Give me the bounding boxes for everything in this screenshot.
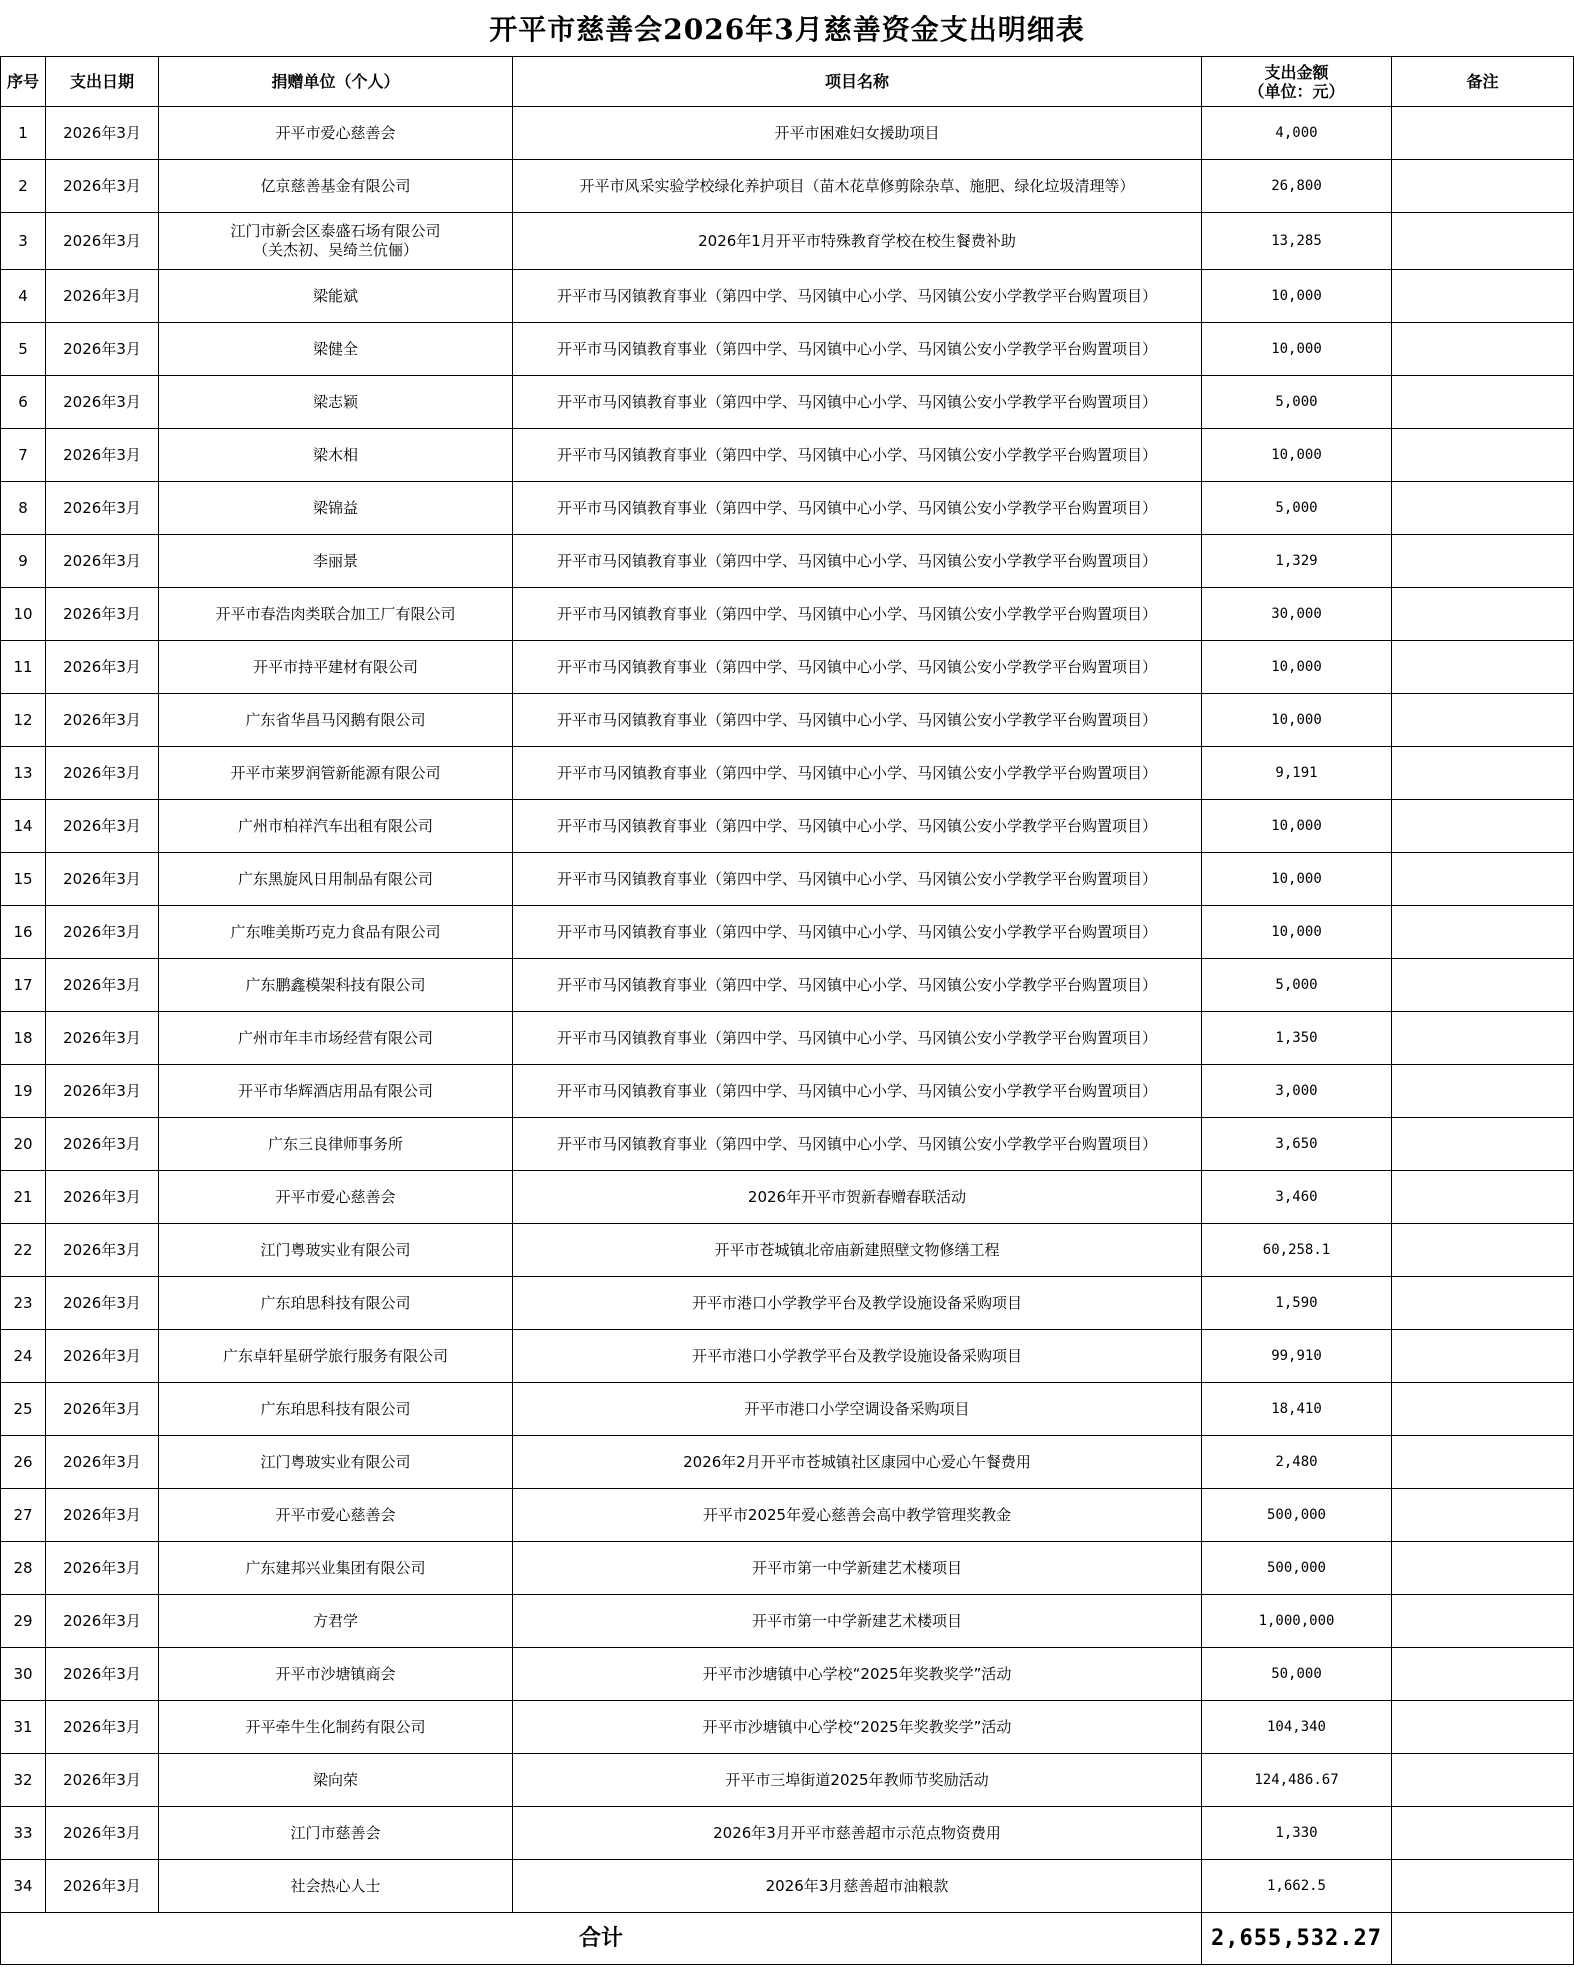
cell-donor (159, 429, 513, 482)
cell-amount: 10,000 (1202, 429, 1392, 482)
cell-project: 开平市苍城镇北帝庙新建照壁文物修缮工程 (513, 1224, 1202, 1277)
cell-amount: 2,480 (1202, 1436, 1392, 1489)
header-amount (1202, 57, 1392, 107)
table-row (1, 588, 1574, 641)
cell-project: 2026年2月开平市苍城镇社区康园中心爱心午餐费用 (513, 1436, 1202, 1489)
cell-date: 2026年3月 (46, 853, 159, 906)
cell-donor (159, 1171, 513, 1224)
donor-name: 广东唯美斯巧克力食品有限公司 (230, 922, 441, 941)
cell-project: 开平市风采实验学校绿化养护项目（苗木花草修剪除杂草、施肥、绿化垃圾清理等） (513, 160, 1202, 213)
cell-donor (159, 1860, 513, 1913)
cell-donor (159, 1436, 513, 1489)
donor-name: 开平市爱心慈善会 (275, 123, 396, 142)
cell-date: 2026年3月 (46, 213, 159, 270)
cell-amount: 3,650 (1202, 1118, 1392, 1171)
cell-project: 2026年1月开平市特殊教育学校在校生餐费补助 (513, 213, 1202, 270)
cell-remark (1392, 959, 1574, 1012)
table-row (1, 1065, 1574, 1118)
table-row (1, 376, 1574, 429)
cell-donor (159, 747, 513, 800)
donor-name: 广东珀思科技有限公司 (260, 1399, 411, 1418)
cell-donor (159, 1648, 513, 1701)
donor-name: 广东鹏鑫模架科技有限公司 (245, 975, 426, 994)
cell-date: 2026年3月 (46, 959, 159, 1012)
table-row (1, 1648, 1574, 1701)
cell-amount: 1,590 (1202, 1277, 1392, 1330)
cell-project: 开平市马冈镇教育事业（第四中学、马冈镇中心小学、马冈镇公安小学教学平台购置项目） (513, 694, 1202, 747)
cell-date: 2026年3月 (46, 1595, 159, 1648)
cell-amount: 60,258.1 (1202, 1224, 1392, 1277)
cell-remark (1392, 323, 1574, 376)
cell-seq: 29 (1, 1595, 46, 1648)
cell-amount: 18,410 (1202, 1383, 1392, 1436)
cell-donor (159, 107, 513, 160)
cell-seq: 3 (1, 213, 46, 270)
cell-remark (1392, 1171, 1574, 1224)
cell-seq: 21 (1, 1171, 46, 1224)
donor-name: 广东建邦兴业集团有限公司 (245, 1558, 426, 1577)
cell-seq: 17 (1, 959, 46, 1012)
cell-remark (1392, 1383, 1574, 1436)
cell-remark (1392, 1542, 1574, 1595)
cell-donor (159, 1754, 513, 1807)
cell-seq: 24 (1, 1330, 46, 1383)
table-row (1, 1542, 1574, 1595)
cell-remark (1392, 1012, 1574, 1065)
cell-seq: 16 (1, 906, 46, 959)
cell-seq: 25 (1, 1383, 46, 1436)
cell-amount: 1,350 (1202, 1012, 1392, 1065)
cell-donor (159, 213, 513, 270)
cell-seq: 7 (1, 429, 46, 482)
table-row (1, 482, 1574, 535)
cell-seq: 12 (1, 694, 46, 747)
donor-name: 开平市春浩肉类联合加工厂有限公司 (215, 604, 456, 623)
cell-donor (159, 1807, 513, 1860)
header-remark: 备注 (1392, 57, 1574, 107)
donor-name: 广东珀思科技有限公司 (260, 1293, 411, 1312)
cell-amount: 10,000 (1202, 270, 1392, 323)
table-row (1, 1860, 1574, 1913)
cell-seq: 28 (1, 1542, 46, 1595)
cell-project: 开平市马冈镇教育事业（第四中学、马冈镇中心小学、马冈镇公安小学教学平台购置项目） (513, 800, 1202, 853)
donor-name: 广东三良律师事务所 (267, 1134, 403, 1153)
cell-amount: 99,910 (1202, 1330, 1392, 1383)
table-row (1, 270, 1574, 323)
cell-amount: 30,000 (1202, 588, 1392, 641)
cell-project: 开平市沙塘镇中心学校“2025年奖教奖学”活动 (513, 1701, 1202, 1754)
cell-remark (1392, 535, 1574, 588)
header-row (1, 57, 1574, 107)
cell-donor (159, 270, 513, 323)
cell-amount: 13,285 (1202, 213, 1392, 270)
cell-project: 开平市马冈镇教育事业（第四中学、马冈镇中心小学、马冈镇公安小学教学平台购置项目） (513, 959, 1202, 1012)
cell-project: 开平市第一中学新建艺术楼项目 (513, 1595, 1202, 1648)
cell-date: 2026年3月 (46, 1383, 159, 1436)
table-row (1, 800, 1574, 853)
donor-name: 开平市莱罗润管新能源有限公司 (230, 763, 441, 782)
cell-seq: 23 (1, 1277, 46, 1330)
cell-donor (159, 1701, 513, 1754)
cell-remark (1392, 747, 1574, 800)
cell-seq: 18 (1, 1012, 46, 1065)
table-row (1, 1012, 1574, 1065)
cell-donor (159, 1118, 513, 1171)
donor-name: 广东卓轩星研学旅行服务有限公司 (222, 1346, 448, 1365)
cell-date: 2026年3月 (46, 160, 159, 213)
cell-project: 开平市马冈镇教育事业（第四中学、马冈镇中心小学、马冈镇公安小学教学平台购置项目） (513, 747, 1202, 800)
table-row (1, 1754, 1574, 1807)
header-date: 支出日期 (46, 57, 159, 107)
cell-donor (159, 535, 513, 588)
donor-name: 李丽景 (312, 551, 358, 570)
donor-name: 江门市新会区泰盛石场有限公司 (230, 222, 441, 240)
table-row (1, 1118, 1574, 1171)
cell-amount: 124,486.67 (1202, 1754, 1392, 1807)
cell-amount: 10,000 (1202, 323, 1392, 376)
cell-project: 开平市港口小学教学平台及教学设施设备采购项目 (513, 1330, 1202, 1383)
cell-remark (1392, 376, 1574, 429)
table-row (1, 535, 1574, 588)
total-label: 合计 (1, 1913, 1202, 1965)
cell-remark (1392, 906, 1574, 959)
cell-date: 2026年3月 (46, 376, 159, 429)
table-row (1, 1436, 1574, 1489)
cell-donor (159, 694, 513, 747)
cell-donor (159, 1542, 513, 1595)
cell-donor (159, 482, 513, 535)
cell-donor (159, 1383, 513, 1436)
cell-project: 开平市三埠街道2025年教师节奖励活动 (513, 1754, 1202, 1807)
table-row (1, 747, 1574, 800)
cell-date: 2026年3月 (46, 1648, 159, 1701)
cell-remark (1392, 1754, 1574, 1807)
cell-date: 2026年3月 (46, 1754, 159, 1807)
sheet-title: 开平市慈善会2026年3月慈善资金支出明细表 (489, 13, 1085, 46)
cell-date: 2026年3月 (46, 1807, 159, 1860)
cell-project: 开平市马冈镇教育事业（第四中学、马冈镇中心小学、马冈镇公安小学教学平台购置项目） (513, 270, 1202, 323)
donor-name: 开平市华辉酒店用品有限公司 (237, 1081, 433, 1100)
cell-project: 开平市2025年爱心慈善会高中教学管理奖教金 (513, 1489, 1202, 1542)
cell-amount: 9,191 (1202, 747, 1392, 800)
donor-name: 梁锦益 (312, 498, 358, 517)
donor-name: 广州市柏祥汽车出租有限公司 (237, 816, 433, 835)
cell-date: 2026年3月 (46, 588, 159, 641)
cell-date: 2026年3月 (46, 1330, 159, 1383)
cell-date: 2026年3月 (46, 694, 159, 747)
cell-seq: 30 (1, 1648, 46, 1701)
cell-date: 2026年3月 (46, 906, 159, 959)
cell-project: 开平市马冈镇教育事业（第四中学、马冈镇中心小学、马冈镇公安小学教学平台购置项目） (513, 323, 1202, 376)
cell-seq: 6 (1, 376, 46, 429)
cell-remark (1392, 1118, 1574, 1171)
cell-donor (159, 376, 513, 429)
cell-date: 2026年3月 (46, 747, 159, 800)
header-donor: 捐赠单位（个人） (159, 57, 513, 107)
donor-name: 梁木相 (312, 445, 358, 464)
cell-seq: 11 (1, 641, 46, 694)
cell-seq: 34 (1, 1860, 46, 1913)
table-row (1, 694, 1574, 747)
cell-remark (1392, 270, 1574, 323)
cell-date: 2026年3月 (46, 1701, 159, 1754)
donor-name: 亿京慈善基金有限公司 (260, 176, 411, 195)
cell-amount: 1,000,000 (1202, 1595, 1392, 1648)
cell-donor (159, 1595, 513, 1648)
table-row (1, 641, 1574, 694)
cell-seq: 26 (1, 1436, 46, 1489)
donor-name: 社会热心人士 (290, 1876, 381, 1895)
cell-donor (159, 1224, 513, 1277)
cell-donor (159, 1489, 513, 1542)
cell-donor (159, 1330, 513, 1383)
table-row (1, 959, 1574, 1012)
cell-date: 2026年3月 (46, 1277, 159, 1330)
cell-remark (1392, 1489, 1574, 1542)
table-row (1, 1383, 1574, 1436)
table-row (1, 429, 1574, 482)
cell-project: 2026年3月开平市慈善超市示范点物资费用 (513, 1807, 1202, 1860)
donor-name: 开平牵牛生化制药有限公司 (245, 1717, 426, 1736)
total-remark (1392, 1913, 1574, 1965)
cell-remark (1392, 1860, 1574, 1913)
cell-donor (159, 800, 513, 853)
cell-project: 开平市马冈镇教育事业（第四中学、马冈镇中心小学、马冈镇公安小学教学平台购置项目） (513, 1118, 1202, 1171)
cell-seq: 31 (1, 1701, 46, 1754)
cell-remark (1392, 1648, 1574, 1701)
cell-donor (159, 1065, 513, 1118)
cell-amount: 1,662.5 (1202, 1860, 1392, 1913)
donor-name: 江门粤玻实业有限公司 (260, 1452, 411, 1471)
total-row (1, 1913, 1574, 1965)
cell-project: 开平市马冈镇教育事业（第四中学、马冈镇中心小学、马冈镇公安小学教学平台购置项目） (513, 1065, 1202, 1118)
cell-remark (1392, 588, 1574, 641)
cell-date: 2026年3月 (46, 107, 159, 160)
donor-name: 江门粤玻实业有限公司 (260, 1240, 411, 1259)
cell-remark (1392, 853, 1574, 906)
cell-project: 开平市马冈镇教育事业（第四中学、马冈镇中心小学、马冈镇公安小学教学平台购置项目） (513, 906, 1202, 959)
cell-seq: 19 (1, 1065, 46, 1118)
cell-amount: 50,000 (1202, 1648, 1392, 1701)
donor-name: 开平市沙塘镇商会 (275, 1664, 396, 1683)
cell-remark (1392, 160, 1574, 213)
cell-donor (159, 323, 513, 376)
table-row (1, 160, 1574, 213)
cell-remark (1392, 1807, 1574, 1860)
cell-date: 2026年3月 (46, 1171, 159, 1224)
cell-amount: 5,000 (1202, 376, 1392, 429)
cell-amount: 5,000 (1202, 959, 1392, 1012)
cell-remark (1392, 1277, 1574, 1330)
cell-donor (159, 160, 513, 213)
cell-date: 2026年3月 (46, 1860, 159, 1913)
cell-donor (159, 641, 513, 694)
cell-amount: 10,000 (1202, 853, 1392, 906)
cell-date: 2026年3月 (46, 429, 159, 482)
cell-donor (159, 906, 513, 959)
cell-amount: 3,000 (1202, 1065, 1392, 1118)
cell-amount: 10,000 (1202, 641, 1392, 694)
header-seq: 序号 (1, 57, 46, 107)
cell-donor (159, 959, 513, 1012)
cell-seq: 5 (1, 323, 46, 376)
header-amount-line1: 支出金额 (1264, 62, 1329, 82)
cell-amount: 10,000 (1202, 800, 1392, 853)
cell-seq: 13 (1, 747, 46, 800)
cell-amount: 1,330 (1202, 1807, 1392, 1860)
cell-remark (1392, 641, 1574, 694)
cell-date: 2026年3月 (46, 800, 159, 853)
cell-date: 2026年3月 (46, 535, 159, 588)
cell-remark (1392, 429, 1574, 482)
donor-name: 开平市持平建材有限公司 (252, 657, 418, 676)
cell-donor (159, 588, 513, 641)
cell-project: 开平市沙塘镇中心学校“2025年奖教奖学”活动 (513, 1648, 1202, 1701)
total-amount: 2,655,532.27 (1202, 1913, 1392, 1965)
header-amount-line2: （单位：元） (1248, 81, 1345, 101)
cell-project: 开平市港口小学教学平台及教学设施设备采购项目 (513, 1277, 1202, 1330)
cell-date: 2026年3月 (46, 1118, 159, 1171)
cell-project: 开平市马冈镇教育事业（第四中学、马冈镇中心小学、马冈镇公安小学教学平台购置项目） (513, 429, 1202, 482)
cell-seq: 9 (1, 535, 46, 588)
table-row (1, 1807, 1574, 1860)
donor-name: 江门市慈善会 (290, 1823, 381, 1842)
donor-name: 梁能斌 (312, 286, 358, 305)
cell-date: 2026年3月 (46, 1224, 159, 1277)
cell-date: 2026年3月 (46, 1012, 159, 1065)
cell-amount: 10,000 (1202, 906, 1392, 959)
cell-project: 开平市马冈镇教育事业（第四中学、马冈镇中心小学、马冈镇公安小学教学平台购置项目） (513, 853, 1202, 906)
cell-date: 2026年3月 (46, 1065, 159, 1118)
cell-seq: 10 (1, 588, 46, 641)
cell-amount: 1,329 (1202, 535, 1392, 588)
cell-amount: 3,460 (1202, 1171, 1392, 1224)
cell-date: 2026年3月 (46, 1489, 159, 1542)
cell-donor (159, 853, 513, 906)
table-row (1, 1489, 1574, 1542)
cell-date: 2026年3月 (46, 641, 159, 694)
cell-project: 开平市困难妇女援助项目 (513, 107, 1202, 160)
cell-seq: 20 (1, 1118, 46, 1171)
donor-name: 广东省华昌马冈鹅有限公司 (245, 710, 426, 729)
cell-donor (159, 1012, 513, 1065)
table-row (1, 906, 1574, 959)
cell-project: 开平市马冈镇教育事业（第四中学、马冈镇中心小学、马冈镇公安小学教学平台购置项目） (513, 1012, 1202, 1065)
cell-project: 开平市马冈镇教育事业（第四中学、马冈镇中心小学、马冈镇公安小学教学平台购置项目） (513, 376, 1202, 429)
cell-remark (1392, 1065, 1574, 1118)
cell-remark (1392, 107, 1574, 160)
cell-amount: 104,340 (1202, 1701, 1392, 1754)
cell-seq: 8 (1, 482, 46, 535)
cell-project: 开平市第一中学新建艺术楼项目 (513, 1542, 1202, 1595)
table-body (1, 107, 1574, 1913)
table-row (1, 1595, 1574, 1648)
table-row (1, 107, 1574, 160)
cell-amount: 26,800 (1202, 160, 1392, 213)
table-row (1, 853, 1574, 906)
cell-seq: 32 (1, 1754, 46, 1807)
table-row (1, 1171, 1574, 1224)
cell-remark (1392, 1595, 1574, 1648)
cell-amount: 500,000 (1202, 1542, 1392, 1595)
donor-name: 方君学 (312, 1611, 358, 1630)
cell-date: 2026年3月 (46, 482, 159, 535)
donor-name: 梁向荣 (312, 1770, 358, 1789)
cell-remark (1392, 213, 1574, 270)
cell-seq: 22 (1, 1224, 46, 1277)
donor-name: 广东黑旋风日用制品有限公司 (237, 869, 433, 888)
cell-project: 开平市马冈镇教育事业（第四中学、马冈镇中心小学、马冈镇公安小学教学平台购置项目） (513, 535, 1202, 588)
cell-seq: 1 (1, 107, 46, 160)
table-row (1, 213, 1574, 270)
cell-amount: 5,000 (1202, 482, 1392, 535)
cell-seq: 14 (1, 800, 46, 853)
cell-amount: 500,000 (1202, 1489, 1392, 1542)
donor-name: 梁健全 (312, 339, 358, 358)
cell-seq: 27 (1, 1489, 46, 1542)
cell-project: 2026年3月慈善超市油粮款 (513, 1860, 1202, 1913)
cell-seq: 15 (1, 853, 46, 906)
cell-seq: 4 (1, 270, 46, 323)
header-project: 项目名称 (513, 57, 1202, 107)
cell-project: 开平市马冈镇教育事业（第四中学、马冈镇中心小学、马冈镇公安小学教学平台购置项目） (513, 588, 1202, 641)
table-row (1, 1701, 1574, 1754)
donor-name: 开平市爱心慈善会 (275, 1187, 396, 1206)
donor-name: 开平市爱心慈善会 (275, 1505, 396, 1524)
table-row (1, 323, 1574, 376)
cell-remark (1392, 482, 1574, 535)
expense-table (0, 56, 1574, 1965)
donor-name: 广州市年丰市场经营有限公司 (237, 1028, 433, 1047)
cell-date: 2026年3月 (46, 270, 159, 323)
cell-project: 开平市马冈镇教育事业（第四中学、马冈镇中心小学、马冈镇公安小学教学平台购置项目） (513, 641, 1202, 694)
cell-remark (1392, 694, 1574, 747)
cell-date: 2026年3月 (46, 1436, 159, 1489)
cell-seq: 33 (1, 1807, 46, 1860)
donor-note: （关杰初、吴绮兰伉俪） (252, 241, 418, 259)
cell-project: 开平市马冈镇教育事业（第四中学、马冈镇中心小学、马冈镇公安小学教学平台购置项目） (513, 482, 1202, 535)
cell-remark (1392, 1330, 1574, 1383)
table-row (1, 1330, 1574, 1383)
cell-remark (1392, 1436, 1574, 1489)
cell-amount: 4,000 (1202, 107, 1392, 160)
cell-date: 2026年3月 (46, 1542, 159, 1595)
cell-remark (1392, 1224, 1574, 1277)
table-row (1, 1224, 1574, 1277)
cell-remark (1392, 1701, 1574, 1754)
donor-name: 梁志颖 (312, 392, 358, 411)
cell-amount: 10,000 (1202, 694, 1392, 747)
cell-project: 开平市港口小学空调设备采购项目 (513, 1383, 1202, 1436)
cell-date: 2026年3月 (46, 323, 159, 376)
cell-project: 2026年开平市贺新春赠春联活动 (513, 1171, 1202, 1224)
cell-seq: 2 (1, 160, 46, 213)
table-row (1, 1277, 1574, 1330)
cell-donor (159, 1277, 513, 1330)
cell-remark (1392, 800, 1574, 853)
